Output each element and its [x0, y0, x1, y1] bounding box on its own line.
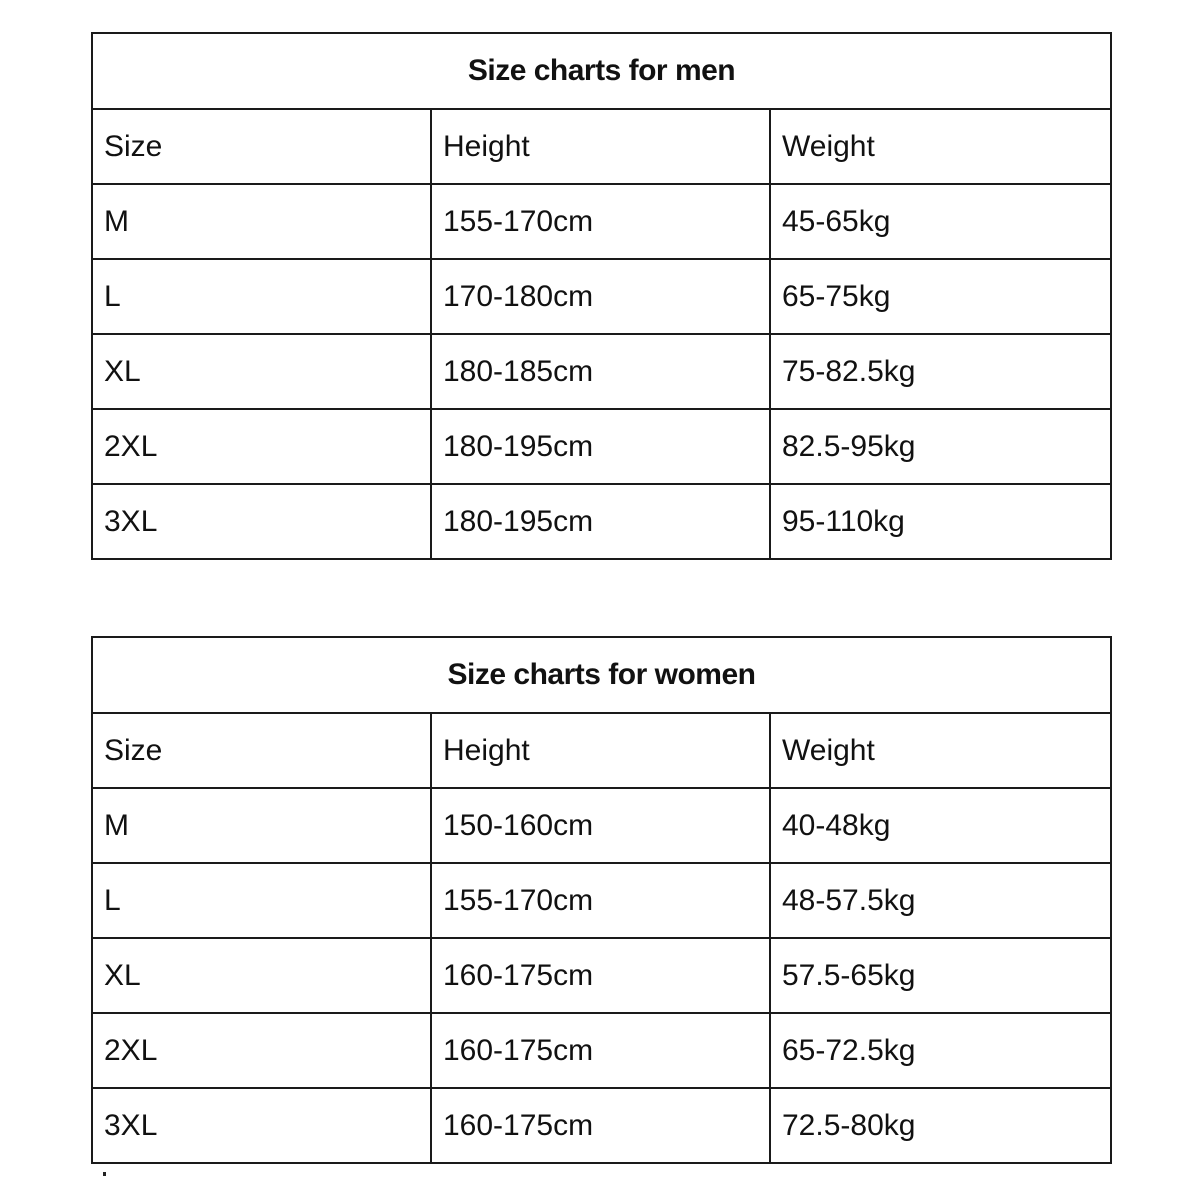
weight-cell: 65-72.5kg [770, 1013, 1111, 1088]
women-size-chart [91, 636, 1112, 1164]
weight-cell: 65-75kg [770, 259, 1111, 334]
weight-cell: 48-57.5kg [770, 863, 1111, 938]
weight-cell: 57.5-65kg [770, 938, 1111, 1013]
height-cell: 160-175cm [431, 1088, 770, 1163]
size-cell: XL [92, 334, 431, 409]
size-cell: 2XL [92, 409, 431, 484]
table-row [92, 938, 1111, 1013]
height-cell: 180-195cm [431, 484, 770, 559]
height-cell: 150-160cm [431, 788, 770, 863]
weight-cell: 82.5-95kg [770, 409, 1111, 484]
height-cell: 160-175cm [431, 938, 770, 1013]
height-cell: 155-170cm [431, 184, 770, 259]
table-header-row [92, 109, 1111, 184]
table-row [92, 1088, 1111, 1163]
table-row [92, 334, 1111, 409]
size-cell: M [92, 788, 431, 863]
men-size-chart [91, 32, 1112, 560]
header-weight: Weight [770, 109, 1111, 184]
table-row [92, 863, 1111, 938]
header-height: Height [431, 109, 770, 184]
weight-cell: 72.5-80kg [770, 1088, 1111, 1163]
size-cell: 3XL [92, 1088, 431, 1163]
table-header-row [92, 713, 1111, 788]
header-size: Size [92, 713, 431, 788]
table-row [92, 409, 1111, 484]
height-cell: 170-180cm [431, 259, 770, 334]
size-cell: 3XL [92, 484, 431, 559]
weight-cell: 45-65kg [770, 184, 1111, 259]
weight-cell: 40-48kg [770, 788, 1111, 863]
stray-mark [103, 1172, 106, 1176]
table-row [92, 1013, 1111, 1088]
header-size: Size [92, 109, 431, 184]
height-cell: 155-170cm [431, 863, 770, 938]
height-cell: 180-185cm [431, 334, 770, 409]
women-chart-title: Size charts for women [92, 637, 1111, 713]
table-row [92, 184, 1111, 259]
table-row [92, 484, 1111, 559]
header-weight: Weight [770, 713, 1111, 788]
table-row [92, 788, 1111, 863]
table-row [92, 259, 1111, 334]
men-chart-title: Size charts for men [92, 33, 1111, 109]
table-title-row [92, 637, 1111, 713]
size-cell: L [92, 863, 431, 938]
size-cell: L [92, 259, 431, 334]
table-title-row [92, 33, 1111, 109]
size-cell: XL [92, 938, 431, 1013]
height-cell: 160-175cm [431, 1013, 770, 1088]
height-cell: 180-195cm [431, 409, 770, 484]
weight-cell: 75-82.5kg [770, 334, 1111, 409]
header-height: Height [431, 713, 770, 788]
size-cell: 2XL [92, 1013, 431, 1088]
size-cell: M [92, 184, 431, 259]
weight-cell: 95-110kg [770, 484, 1111, 559]
